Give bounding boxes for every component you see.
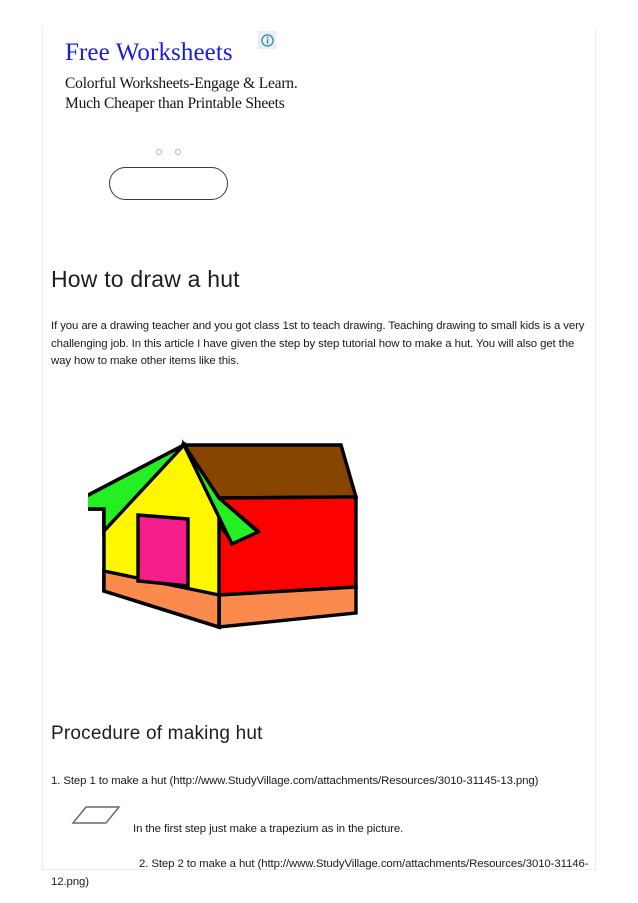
- carousel-dot-2[interactable]: [175, 149, 181, 155]
- ad-title[interactable]: Free Worksheets: [65, 39, 233, 66]
- ad-carousel-dots[interactable]: [156, 149, 196, 159]
- procedure-title: Procedure of making hut: [51, 723, 263, 744]
- ad-cta-button[interactable]: [109, 167, 228, 200]
- procedure-step-1: 1. Step 1 to make a hut (http://www.StudyVillage.com/attachments/Resources/3010-31145-13.png): [51, 775, 539, 787]
- page-title: How to draw a hut: [51, 266, 240, 292]
- info-icon[interactable]: [258, 31, 276, 49]
- procedure-step-1-caption: In the first step just make a trapezium as in the picture.: [133, 823, 404, 835]
- ad-description: Colorful Worksheets-Engage & Learn. Much Cheaper than Printable Sheets: [65, 75, 298, 112]
- intro-paragraph: If you are a drawing teacher and you got class 1st to teach drawing. Teaching drawing to small kids is a very challenging job. In this article I have given the step by step tutorial how to make a hut. You will also get the way how to make other items like this.: [51, 320, 585, 367]
- hut-illustration: [88, 431, 358, 641]
- advertisement-block[interactable]: [43, 28, 597, 218]
- carousel-dot-1[interactable]: [156, 149, 162, 155]
- procedure-step-2: 2. Step 2 to make a hut (http://www.StudyVillage.com/attachments/Resources/3010-31146-12.png): [51, 858, 589, 888]
- trapezium-shape: [69, 803, 123, 829]
- page-card: [42, 28, 596, 888]
